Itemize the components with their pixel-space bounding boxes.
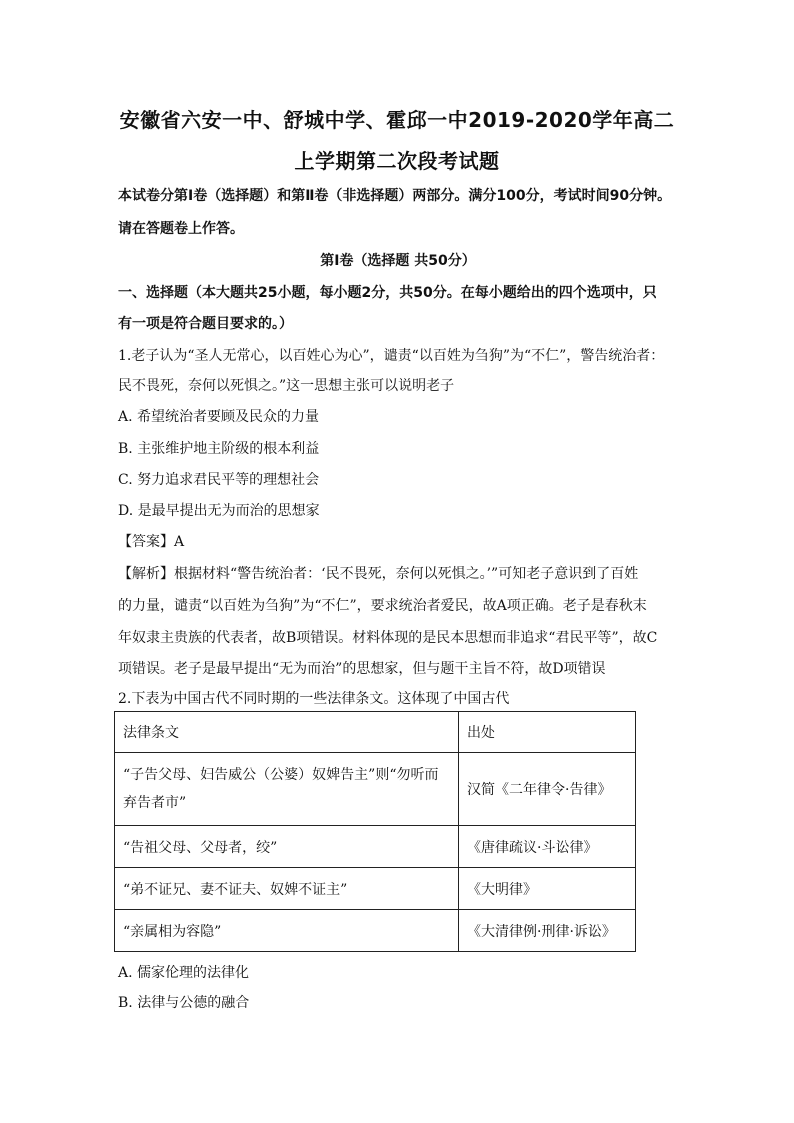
law-table <box>114 711 636 952</box>
q1-option-d: D. 是最早提出无为而治的思想家 <box>118 503 320 519</box>
law-source-cell: 汉简《二年律令·告律》 <box>459 753 636 826</box>
part-heading-line-2: 有一项是符合题目要求的。） <box>118 316 293 332</box>
q1-stem-line-2: 民不畏死，奈何以死惧之。”这一思想主张可以说明老子 <box>118 378 455 394</box>
table-header-cell: 出处 <box>459 712 636 753</box>
q1-answer: 【答案】A <box>118 534 185 550</box>
q2-option-a: A. 儒家伦理的法律化 <box>118 965 250 981</box>
law-text-line: 弃告者市” <box>123 795 187 811</box>
q2-option-b: B. 法律与公德的融合 <box>118 995 250 1011</box>
law-source-cell: 《唐律疏议·斗讼律》 <box>459 826 636 868</box>
table-header-cell: 法律条文 <box>115 712 459 753</box>
table-header-row <box>115 712 636 753</box>
table-row <box>115 868 636 910</box>
intro-line-2: 请在答题卷上作答。 <box>118 221 244 237</box>
law-text-cell: “弟不证兄、妻不证夫、奴婢不证主” <box>115 868 459 910</box>
table-row <box>115 910 636 952</box>
q2-stem: 2.下表为中国古代不同时期的一些法律条文。这体现了中国古代 <box>118 691 510 707</box>
part-heading-line-1: 一、选择题（本大题共25小题，每小题2分，共50分。在每小题给出的四个选项中，只 <box>118 285 657 301</box>
q1-analysis-line-2: 的力量，谴责“以百姓为刍狗”为“不仁”，要求统治者爱民，故A项正确。老子是春秋末 <box>118 598 647 614</box>
q1-analysis-line-4: 项错误。老子是最早提出“无为而治”的思想家，但与题干主旨不符，故D项错误 <box>118 661 606 677</box>
intro-line-1: 本试卷分第Ⅰ卷（选择题）和第Ⅱ卷（非选择题）两部分。满分100分，考试时间90分钟。 <box>118 188 672 204</box>
q1-analysis-line-3: 年奴隶主贵族的代表者，故B项错误。材料体现的是民本思想而非追求“君民平等”，故C <box>118 630 658 646</box>
q1-stem-line-1: 1.老子认为“圣人无常心，以百姓心为心”，谴责“以百姓为刍狗”为“不仁”，警告统治者： <box>118 348 665 364</box>
q1-option-b: B. 主张维护地主阶级的根本利益 <box>118 441 320 457</box>
law-source-cell: 《大清律例·刑律·诉讼》 <box>459 910 636 952</box>
exam-title-line-1: 安徽省六安一中、舒城中学、霍邱一中2019-2020学年高二 <box>119 108 675 132</box>
q1-option-c: C. 努力追求君民平等的理想社会 <box>118 472 320 488</box>
q1-option-a: A. 希望统治者要顾及民众的力量 <box>118 409 320 425</box>
law-text-cell <box>115 753 459 826</box>
law-source-cell: 《大明律》 <box>459 868 636 910</box>
law-text-cell: “亲属相为容隐” <box>115 910 459 952</box>
law-text-line: “子告父母、妇告威公（公婆）奴婢告主”则“勿听而 <box>123 767 439 783</box>
exam-title-line-2: 上学期第二次段考试题 <box>294 149 500 173</box>
law-text-cell: “告祖父母、父母者，绞” <box>115 826 459 868</box>
table-row <box>115 753 636 826</box>
table-row <box>115 826 636 868</box>
section-title: 第Ⅰ卷（选择题 共50分） <box>320 253 476 269</box>
q1-analysis-line-1: 【解析】根据材料“警告统治者：‘民不畏死，奈何以死惧之。’”可知老子意识到了百姓 <box>118 566 639 582</box>
